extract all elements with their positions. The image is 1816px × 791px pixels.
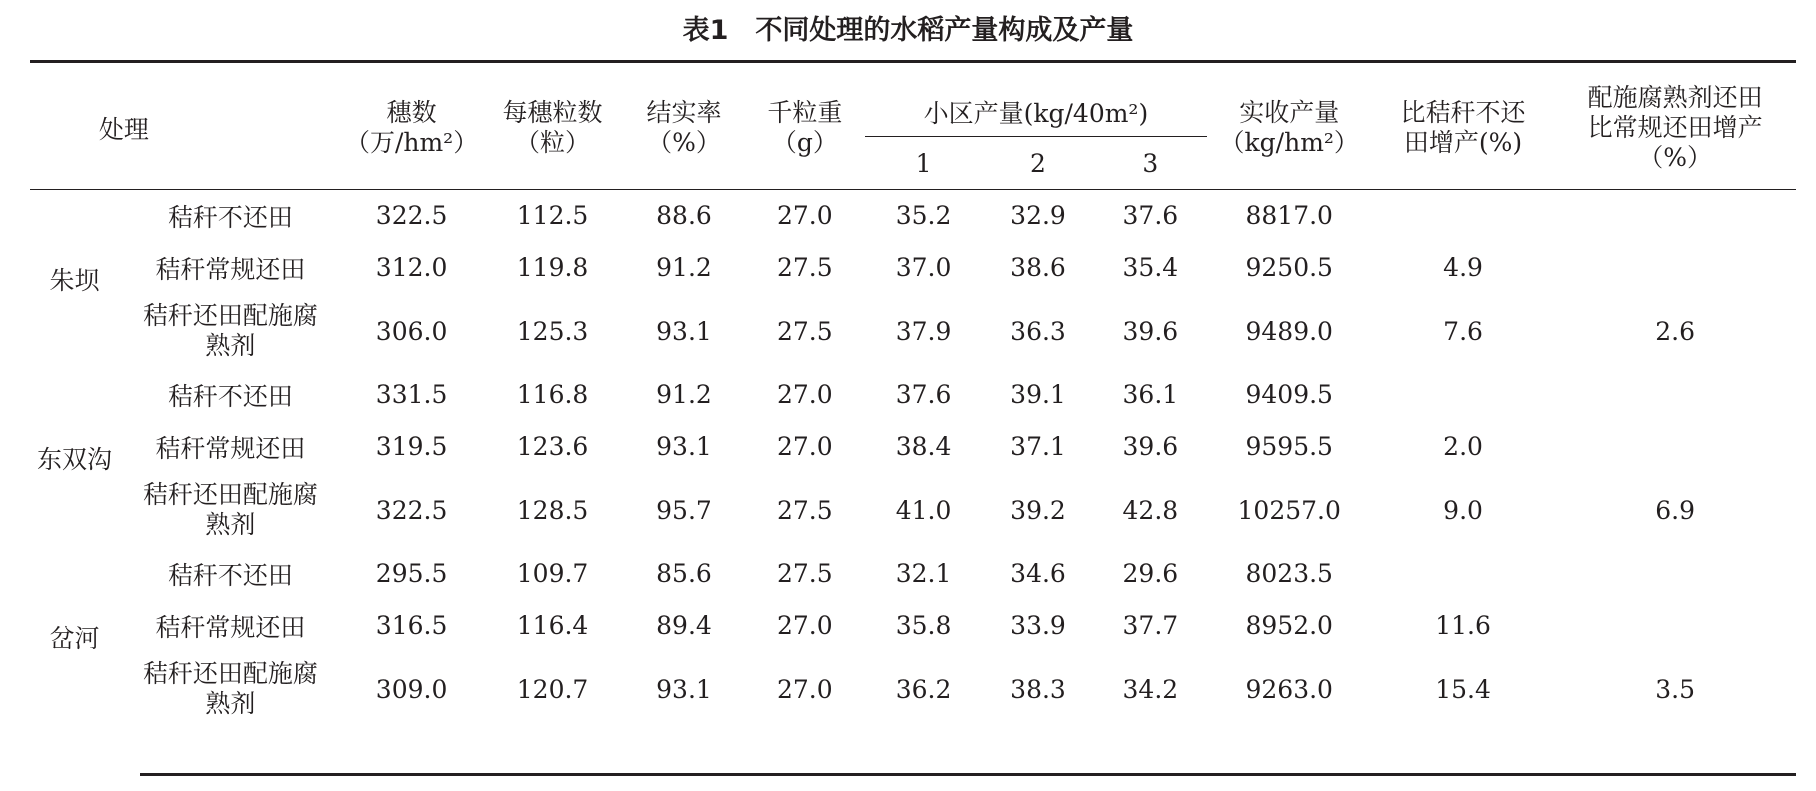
yield-table — [30, 60, 1796, 727]
grains-cell: 116.8 — [516, 380, 589, 409]
panicles-cell: 312.0 — [375, 253, 448, 282]
plot-3-cell: 37.7 — [1122, 611, 1179, 640]
seed-set-cell: 93.1 — [656, 316, 712, 346]
plot-1-cell: 37.9 — [895, 316, 952, 346]
panicles-cell: 295.5 — [375, 559, 448, 588]
seed-set-cell: 91.2 — [656, 380, 712, 409]
plot-1-cell: 41.0 — [895, 495, 952, 525]
panicles-cell: 316.5 — [375, 611, 448, 640]
header-grains-unit: （粒） — [515, 128, 591, 157]
grains-cell: 125.3 — [516, 316, 589, 346]
header-panicles-unit: （万/hm²） — [344, 128, 479, 157]
grains-cell: 109.7 — [516, 559, 589, 588]
increase-vs-conventional-cell: 6.9 — [1655, 495, 1695, 525]
header-increase-vs-no-return-line2: 田增产(%) — [1403, 128, 1523, 157]
header-increase-vs-no-return-line1: 比秸秆不还 — [1400, 98, 1526, 127]
increase-vs-conventional-cell — [1554, 421, 1796, 473]
plot-2-cell: 33.9 — [1010, 611, 1066, 640]
header-increase-vs-no-return — [1372, 62, 1554, 190]
kgw-cell: 27.0 — [776, 380, 833, 409]
header-kgw — [744, 62, 865, 190]
plot-3-cell: 39.6 — [1122, 316, 1179, 346]
plot-3-cell: 34.2 — [1122, 674, 1179, 704]
header-increase-vs-conventional-line1: 配施腐熟剂还田 — [1587, 83, 1763, 112]
grains-cell: 128.5 — [516, 495, 589, 525]
table-caption: 表1 不同处理的水稻产量构成及产量 — [682, 15, 1134, 46]
plot-2-cell: 39.2 — [1010, 495, 1066, 525]
header-actual-yield — [1207, 62, 1372, 190]
header-plot-1: 1 — [915, 148, 932, 178]
header-actual-yield-unit: （kg/hm²） — [1219, 128, 1359, 157]
seed-set-cell: 91.2 — [656, 253, 712, 282]
treatment-cell — [119, 473, 342, 548]
increase-vs-no-return-cell: 11.6 — [1435, 611, 1491, 640]
plot-1-cell: 36.2 — [895, 674, 952, 704]
actual-yield-cell: 9409.5 — [1245, 380, 1333, 409]
plot-2-cell: 37.1 — [1010, 432, 1066, 461]
increase-vs-conventional-cell — [1554, 600, 1796, 652]
table-header — [30, 62, 1796, 190]
actual-yield-cell: 8952.0 — [1245, 611, 1333, 640]
header-grains — [482, 62, 624, 190]
increase-vs-no-return-cell: 15.4 — [1435, 674, 1491, 704]
plot-3-cell: 35.4 — [1122, 253, 1179, 282]
site-name: 东双沟 — [37, 445, 113, 474]
kgw-cell: 27.5 — [776, 495, 833, 525]
increase-vs-conventional-cell — [1554, 190, 1796, 242]
kgw-cell: 27.5 — [776, 253, 833, 282]
panicles-cell: 331.5 — [375, 380, 448, 409]
table-body — [30, 190, 1796, 727]
panicles-cell: 306.0 — [375, 316, 448, 346]
header-plot-2: 2 — [1030, 148, 1046, 178]
treatment-cell: 秸秆常规还田 — [155, 433, 306, 463]
table-row — [30, 294, 1796, 369]
plot-3-cell: 29.6 — [1122, 559, 1179, 588]
plot-3-cell: 37.6 — [1122, 201, 1179, 231]
actual-yield-cell: 9595.5 — [1245, 432, 1333, 461]
header-grains-label: 每穗粒数 — [502, 98, 603, 127]
plot-3-cell: 36.1 — [1122, 380, 1179, 409]
header-actual-yield-label: 实收产量 — [1239, 98, 1340, 127]
plot-2-cell: 38.6 — [1010, 253, 1066, 282]
actual-yield-cell: 8817.0 — [1245, 201, 1333, 231]
kgw-cell: 27.0 — [776, 201, 833, 231]
grains-cell: 116.4 — [516, 611, 589, 640]
seed-set-cell: 88.6 — [656, 201, 712, 231]
treatment-cell — [119, 294, 342, 369]
header-seed-set — [624, 62, 745, 190]
treatment-cell — [119, 652, 342, 727]
increase-vs-conventional-cell — [1554, 369, 1796, 421]
treatment-line2: 熟剂 — [205, 331, 256, 360]
plot-2-cell: 32.9 — [1010, 201, 1066, 231]
plot-1-cell: 32.1 — [895, 559, 952, 588]
plot-2-cell: 34.6 — [1010, 559, 1066, 588]
increase-vs-no-return-cell: 2.0 — [1443, 432, 1483, 461]
site-name: 朱坝 — [49, 266, 100, 296]
header-panicles — [342, 62, 482, 190]
treatment-line1: 秸秆还田配施腐 — [142, 659, 318, 688]
plot-1-cell: 35.8 — [895, 611, 952, 640]
site-name: 岔河 — [49, 624, 100, 653]
table-row — [30, 473, 1796, 548]
plot-2-cell: 38.3 — [1010, 674, 1066, 704]
increase-vs-conventional-cell: 2.6 — [1655, 316, 1695, 346]
plot-2-cell: 39.1 — [1010, 380, 1066, 409]
header-plot-3: 3 — [1142, 148, 1159, 178]
seed-set-cell: 85.6 — [656, 559, 712, 588]
treatment-line2: 熟剂 — [205, 689, 256, 718]
kgw-cell: 27.0 — [776, 674, 833, 704]
header-increase-vs-conventional-line3: （%） — [1638, 143, 1712, 172]
increase-vs-conventional-cell — [1554, 548, 1796, 600]
table-row — [30, 548, 1796, 600]
plot-1-cell: 37.6 — [895, 380, 952, 409]
plot-1-cell: 35.2 — [895, 201, 952, 231]
seed-set-cell: 93.1 — [656, 432, 712, 461]
table-row — [30, 242, 1796, 294]
plot-2-cell: 36.3 — [1010, 316, 1066, 346]
plot-1-cell: 37.0 — [895, 253, 952, 282]
plot-3-cell: 39.6 — [1122, 432, 1179, 461]
kgw-cell: 27.5 — [776, 316, 833, 346]
seed-set-cell: 89.4 — [656, 611, 712, 640]
header-kgw-unit: （g） — [771, 128, 838, 157]
kgw-cell: 27.0 — [776, 611, 833, 640]
treatment-cell: 秸秆不还田 — [167, 381, 293, 411]
increase-vs-no-return-cell — [1372, 190, 1554, 242]
header-seed-set-unit: （%） — [647, 128, 721, 157]
table-row — [30, 190, 1796, 242]
header-increase-vs-conventional — [1554, 62, 1796, 190]
panicles-cell: 309.0 — [375, 674, 448, 704]
grains-cell: 112.5 — [516, 201, 589, 231]
grains-cell: 120.7 — [516, 674, 589, 704]
actual-yield-cell: 9263.0 — [1245, 674, 1333, 704]
header-seed-set-label: 结实率 — [646, 98, 722, 127]
actual-yield-cell: 8023.5 — [1245, 559, 1333, 588]
panicles-cell: 322.5 — [375, 201, 448, 231]
actual-yield-cell: 10257.0 — [1237, 495, 1341, 525]
table-bottom-rule — [140, 773, 1796, 776]
actual-yield-cell: 9250.5 — [1245, 253, 1333, 282]
plot-3-cell: 42.8 — [1122, 495, 1179, 525]
panicles-cell: 322.5 — [375, 495, 448, 525]
treatment-line2: 熟剂 — [205, 510, 256, 539]
kgw-cell: 27.0 — [776, 432, 833, 461]
increase-vs-no-return-cell — [1372, 369, 1554, 421]
header-treatment-label: 处理 — [98, 115, 149, 144]
increase-vs-conventional-cell: 3.5 — [1655, 674, 1695, 704]
treatment-cell: 秸秆常规还田 — [155, 254, 306, 284]
header-increase-vs-conventional-line2: 比常规还田增产 — [1587, 113, 1763, 142]
grains-cell: 123.6 — [516, 432, 589, 461]
seed-set-cell: 95.7 — [656, 495, 712, 525]
treatment-cell: 秸秆不还田 — [167, 202, 293, 232]
increase-vs-conventional-cell — [1554, 242, 1796, 294]
increase-vs-no-return-cell — [1372, 548, 1554, 600]
plot-1-cell: 38.4 — [895, 432, 952, 461]
increase-vs-no-return-cell: 4.9 — [1443, 253, 1483, 282]
kgw-cell: 27.5 — [776, 559, 833, 588]
treatment-line1: 秸秆还田配施腐 — [142, 301, 318, 330]
header-treatment — [30, 62, 342, 190]
header-kgw-label: 千粒重 — [767, 98, 843, 127]
header-plot-yield: 小区产量(kg/40m²) — [865, 62, 1206, 137]
grains-cell: 119.8 — [516, 253, 589, 282]
treatment-cell: 秸秆不还田 — [167, 560, 293, 590]
table-row — [30, 421, 1796, 473]
header-panicles-label: 穗数 — [386, 98, 437, 127]
treatment-line1: 秸秆还田配施腐 — [142, 480, 318, 509]
increase-vs-no-return-cell: 9.0 — [1443, 495, 1483, 525]
panicles-cell: 319.5 — [375, 432, 448, 461]
actual-yield-cell: 9489.0 — [1245, 316, 1333, 346]
table-row — [30, 652, 1796, 727]
table-row — [30, 600, 1796, 652]
increase-vs-no-return-cell: 7.6 — [1443, 316, 1483, 346]
treatment-cell: 秸秆常规还田 — [155, 612, 306, 642]
table-row — [30, 369, 1796, 421]
seed-set-cell: 93.1 — [656, 674, 712, 704]
